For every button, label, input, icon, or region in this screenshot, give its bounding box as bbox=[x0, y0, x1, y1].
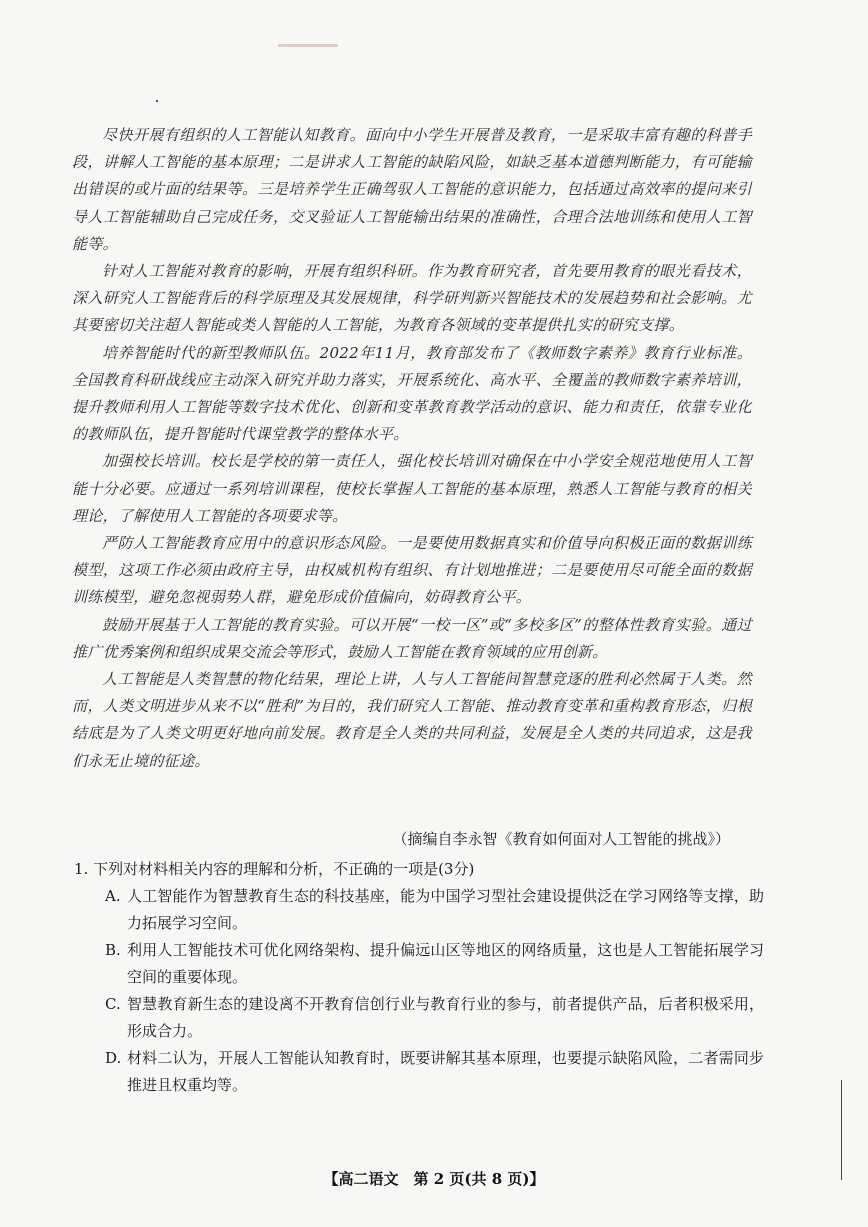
option-letter: C. bbox=[105, 995, 121, 1013]
scan-dot bbox=[156, 100, 158, 102]
option-a[interactable] bbox=[105, 883, 764, 937]
scan-edge bbox=[841, 1080, 842, 1180]
passage-paragraph: 尽快开展有组织的人工智能认知教育。面向中小学生开展普及教育，一是采取丰富有趣的科普手段，讲解人工智能的基本原理；二是讲求人工智能的缺陷风险，如缺乏基本道德判断能力，有可能输出错误的或片面的结果等。三是培养学生正确驾驭人工智能的意识能力，包括通过高效率的提问来引导人工智能辅助自己完成任务，交叉验证人工智能输出结果的准确性，合理合法地训练和使用人工智能等。 bbox=[72, 126, 752, 253]
passage-source: （摘编自李永智《教育如何面对人工智能的挑战》） bbox=[392, 830, 730, 848]
passage-paragraph: 针对人工智能对教育的影响，开展有组织科研。作为教育研究者，首先要用教育的眼光看技术，深入研究人工智能背后的科学原理及其发展规律，科学研判新兴智能技术的发展趋势和社会影响。尤其要密切关注超人智能或类人智能的人工智能，为教育各领域的变革提供扎实的研究支撑。 bbox=[72, 262, 752, 335]
option-c[interactable] bbox=[105, 991, 764, 1045]
question-1 bbox=[74, 856, 764, 1099]
option-text: 材料二认为，开展人工智能认知教育时，既要讲解其基本原理，也要提示缺陷风险，二者需同步推进且权重均等。 bbox=[127, 1049, 764, 1094]
passage-paragraph: 鼓励开展基于人工智能的教育实验。可以开展“一校一区”或“多校多区”的整体性教育实验。通过推广优秀案例和组织成果交流会等形式，鼓励人工智能在教育领域的应用创新。 bbox=[72, 615, 752, 661]
option-d[interactable] bbox=[105, 1045, 764, 1099]
reading-passage bbox=[72, 122, 752, 775]
option-b[interactable] bbox=[105, 937, 764, 991]
option-letter: A. bbox=[105, 887, 121, 905]
passage-paragraph: 严防人工智能教育应用中的意识形态风险。一是要使用数据真实和价值导向积极正面的数据训练模型，这项工作必须由政府主导，由权威机构有组织、有计划地推进；二是要使用尽可能全面的数据训练模型，避免忽视弱势人群，避免形成价值偏向，妨碍教育公平。 bbox=[72, 534, 752, 607]
passage-paragraph: 培养智能时代的新型教师队伍。2022年11月，教育部发布了《教师数字素养》教育行业标准。全国教育科研战线应主动深入研究并助力落实，开展系统化、高水平、全覆盖的教师数字素养培训，提升教师利用人工智能等数字技术优化、创新和变革教育教学活动的意识、能力和责任，依靠专业化的教师队伍，提升智能时代课堂教学的整体水平。 bbox=[72, 343, 752, 444]
option-text: 智慧教育新生态的建设离不开教育信创行业与教育行业的参与，前者提供产品，后者积极采用，形成合力。 bbox=[127, 995, 764, 1040]
question-stem: 1. 下列对材料相关内容的理解和分析，不正确的一项是(3分) bbox=[74, 860, 475, 878]
option-letter: D. bbox=[105, 1049, 122, 1067]
scan-mark bbox=[278, 44, 338, 47]
option-text: 利用人工智能技术可优化网络架构、提升偏远山区等地区的网络质量，这也是人工智能拓展学习空间的重要体现。 bbox=[127, 941, 764, 986]
page-footer: 【高二语文 第 2 页(共 8 页)】 bbox=[323, 1170, 545, 1188]
passage-paragraph: 加强校长培训。校长是学校的第一责任人，强化校长培训对确保在中小学安全规范地使用人工智能十分必要。应通过一系列培训课程，使校长掌握人工智能的基本原理，熟悉人工智能与教育的相关理论，了解使用人工智能的各项要求等。 bbox=[72, 452, 752, 525]
option-letter: B. bbox=[105, 941, 121, 959]
passage-paragraph: 人工智能是人类智慧的物化结果，理论上讲，人与人工智能间智慧竞逐的胜利必然属于人类。然而，人类文明进步从来不以“胜利”为目的，我们研究人工智能、推动教育变革和重构教育形态，归根结底是为了人类文明更好地向前发展。教育是全人类的共同利益，发展是全人类的共同追求，这是我们永无止境的征途。 bbox=[72, 670, 752, 770]
option-text: 人工智能作为智慧教育生态的科技基座，能为中国学习型社会建设提供泛在学习网络等支撑，助力拓展学习空间。 bbox=[127, 887, 764, 932]
